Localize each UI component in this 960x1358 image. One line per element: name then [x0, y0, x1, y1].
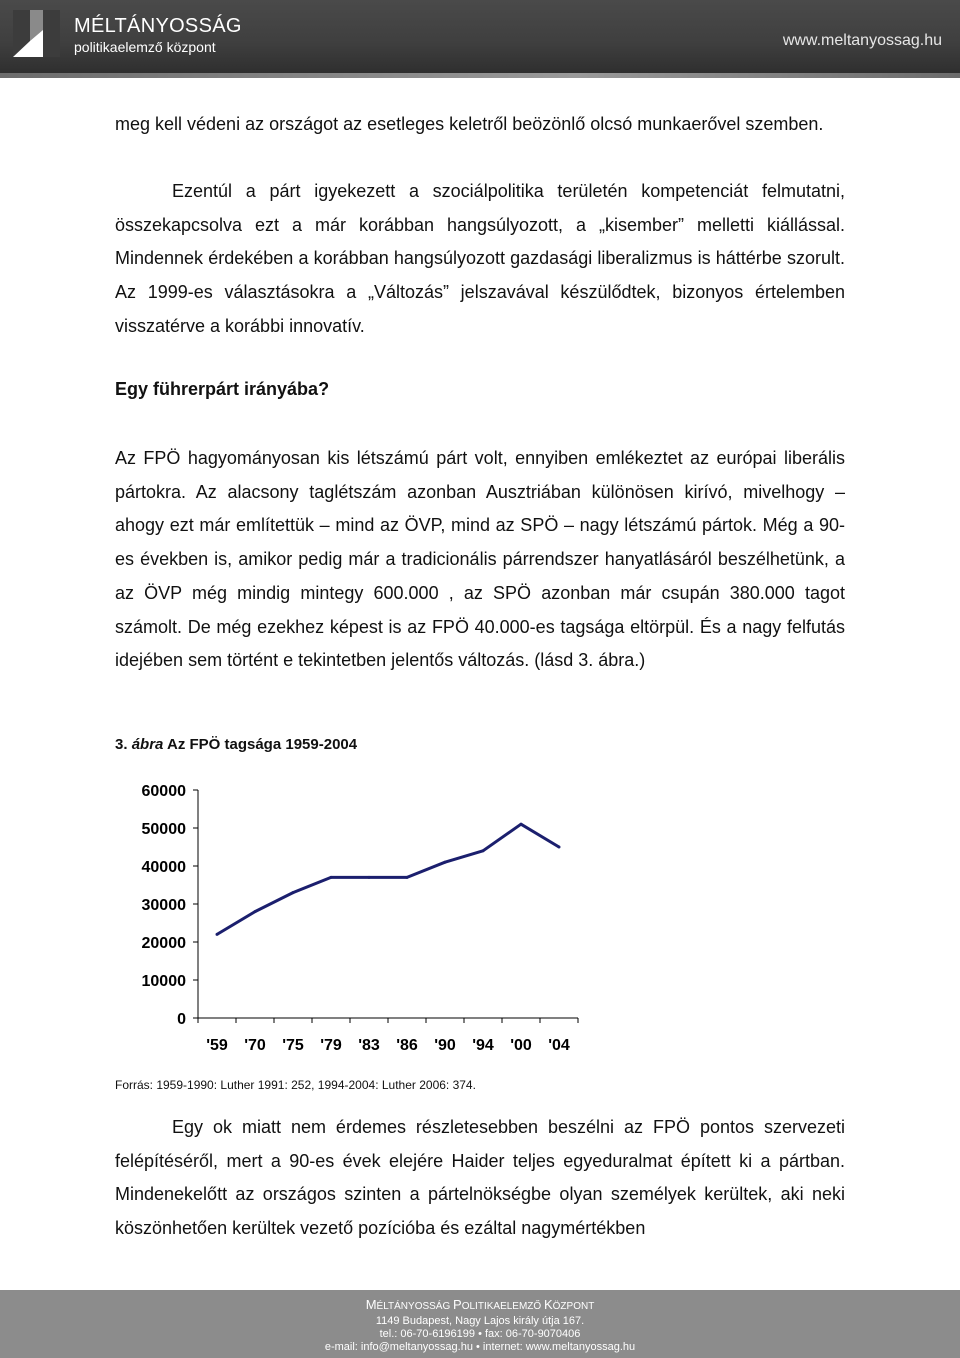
figure-caption [115, 736, 357, 753]
paragraph-social-policy: Ezentúl a párt igyekezett a szociálpolitika területén kompetenciát felmutatni, összekapcsolva ezt a már korábban hangsúlyozott, a „kisember” melletti kiállással. Mindennek érdekében a korábban hangsúlyozott gazdasági liberalizmus is háttérbe szorult. Az 1999-es választásokra a „Változás” jelszavával készülődtek, bizonyos értelemben visszatérve a korábbi innovatív. [115, 181, 845, 336]
y-tick-label: 0 [177, 1011, 186, 1028]
data-point [558, 846, 561, 849]
brand-subtitle: politikaelemző központ [74, 39, 216, 55]
meltanyossag-logo-icon [13, 10, 60, 57]
y-tick-label: 60000 [141, 783, 186, 800]
data-point [368, 876, 371, 879]
x-tick-label: '83 [358, 1037, 380, 1054]
y-tick-label: 40000 [141, 859, 186, 876]
x-tick-label: '86 [396, 1037, 418, 1054]
footer-address: 1149 Budapest, Nagy Lajos király útja 167. [375, 1315, 585, 1327]
data-point [520, 823, 523, 826]
membership-series-line [217, 824, 559, 934]
data-point [482, 849, 485, 852]
paragraph-organization: Egy ok miatt nem érdemes részletesebben beszélni az FPÖ pontos szervezeti felépítéséről, mert a 90-es évek elejére Haider teljes egyeduralmat épített ki a pártban. Mindenekelőtt az országos szinten a pártelnökségbe olyan személyek kerültek, aki neki köszönhetően kerültek vezető pozícióba és ezáltal nagymértékben [115, 1117, 845, 1239]
footer-organization-name: MÉLTÁNYOSSÁG POLITIKAELEMZŐ KÖZPONT [365, 1297, 595, 1312]
x-tick-label: '94 [472, 1037, 494, 1054]
x-tick-label: '04 [548, 1037, 570, 1054]
x-tick-label: '59 [206, 1037, 228, 1054]
data-point [216, 933, 219, 936]
x-tick-label: '70 [244, 1037, 266, 1054]
footer-phone: tel.: 06-70-6196199 • fax: 06-70-9070406 [379, 1328, 581, 1340]
x-tick-label: '75 [282, 1037, 304, 1054]
x-tick-label: '90 [434, 1037, 456, 1054]
data-point [254, 910, 257, 913]
figure-number: 3. [115, 736, 128, 753]
membership-line-chart [100, 772, 600, 1062]
y-tick-label: 20000 [141, 935, 186, 952]
figure-label: ábra [131, 736, 164, 753]
header-website-link[interactable]: www.meltanyossag.hu [782, 32, 942, 49]
x-tick-label: '00 [510, 1037, 532, 1054]
figure-source-note: Forrás: 1959-1990: Luther 1991: 252, 1994-2004: Luther 2006: 374. [115, 1078, 476, 1092]
y-tick-label: 10000 [141, 973, 186, 990]
section-heading: Egy führerpárt irányába? [115, 379, 330, 399]
y-tick-label: 30000 [141, 897, 186, 914]
header-stripe [0, 73, 960, 78]
data-point [330, 876, 333, 879]
data-point [444, 861, 447, 864]
page-footer [0, 1290, 960, 1358]
paragraph-membership: Az FPÖ hagyományosan kis létszámú párt volt, ennyiben emlékeztet az európai liberális pártokra. Az alacsony taglétszám azonban Ausztriában különösen kirívó, mivelhogy – ahogy ezt már említettük – mind az ÖVP, mind az SPÖ – nagy létszámú pártok. Még a 90-es években is, amikor pedig már a tradicionális párrendszer hanyatlásáról beszélhetünk, a az ÖVP még mindig mintegy 600.000 , az SPÖ azonban már csupán 380.000 tagot számolt. De még ezekhez képest is az FPÖ 40.000-es tagsága eltörpül. És a nagy felfutás idejében sem történt e tekintetben jelentős változás. (lásd 3. ábra.) [115, 448, 845, 671]
page-header [0, 0, 960, 78]
brand-name: MÉLTÁNYOSSÁG [74, 15, 242, 37]
footer-contact[interactable]: e-mail: info@meltanyossag.hu • internet: www.meltanyossag.hu [324, 1341, 636, 1353]
y-tick-label: 50000 [141, 821, 186, 838]
figure-title: Az FPÖ tagsága 1959-2004 [167, 736, 358, 753]
x-tick-label: '79 [320, 1037, 342, 1054]
paragraph-continuation: meg kell védeni az országot az esetleges keletről beözönlő olcsó munkaerővel szemben. [115, 114, 824, 134]
data-point [292, 891, 295, 894]
data-point [406, 876, 409, 879]
